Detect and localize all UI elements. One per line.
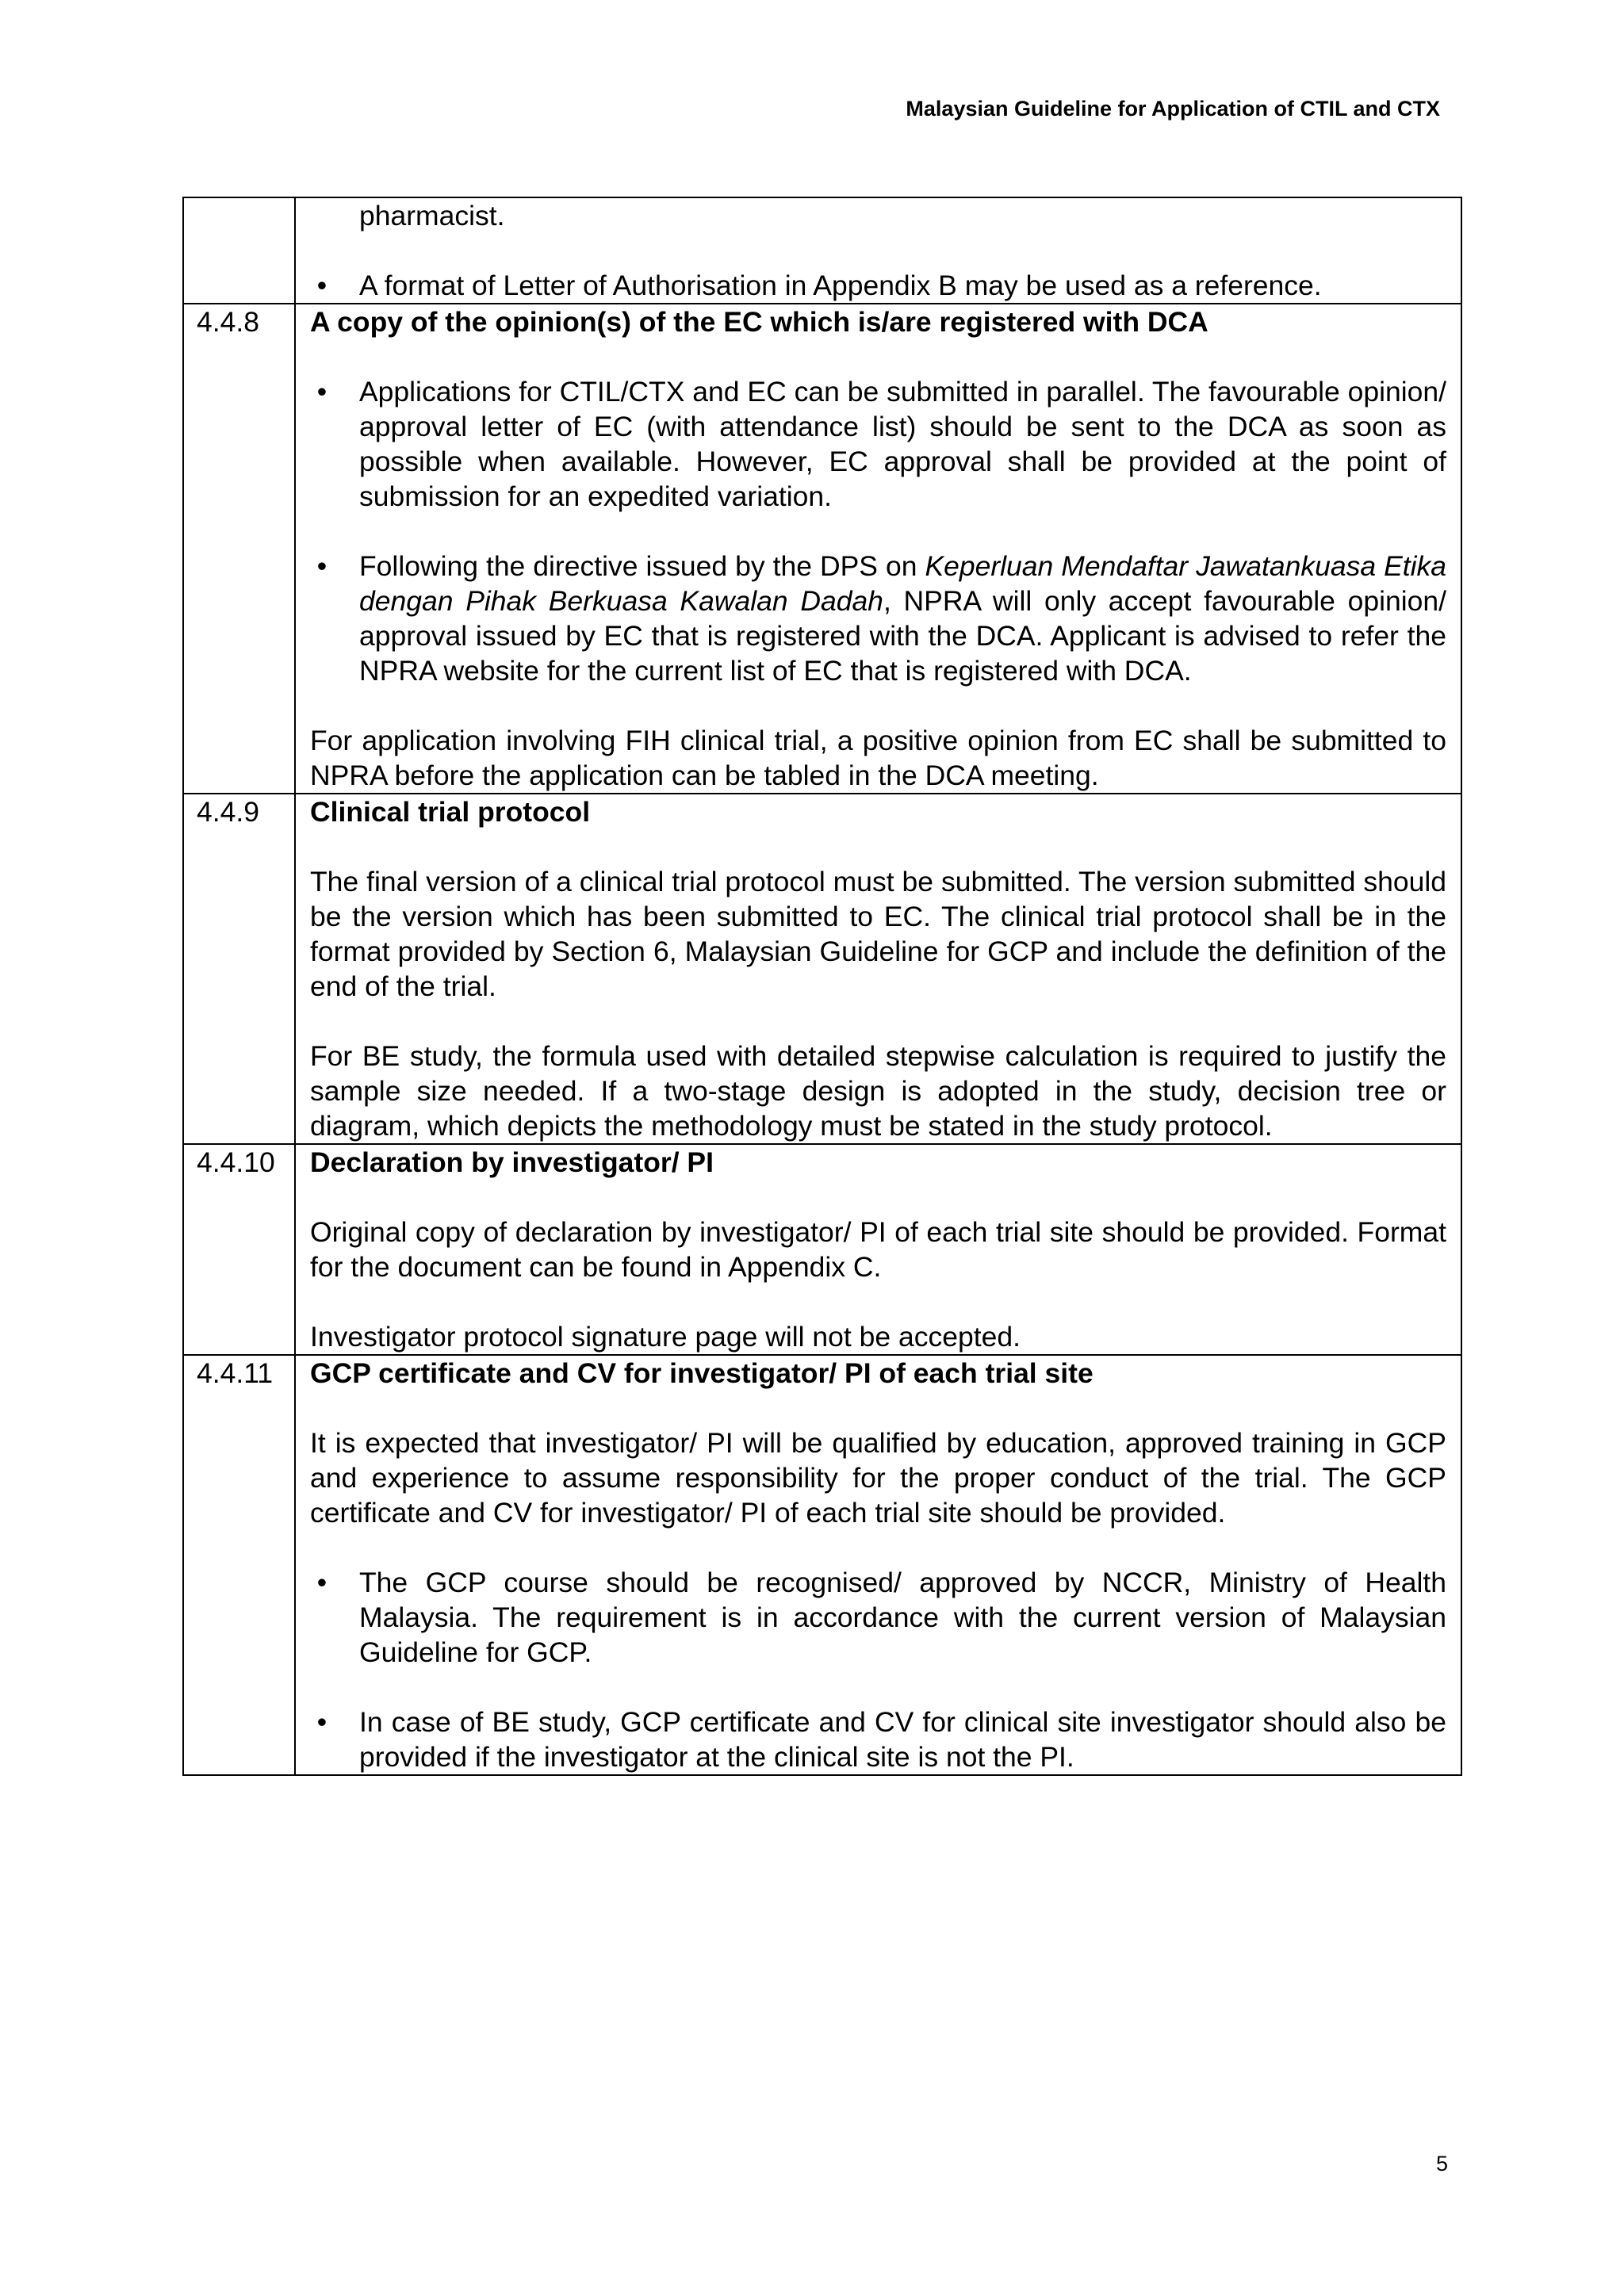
section-heading: A copy of the opinion(s) of the EC which is/are registered with DCA <box>310 306 1208 338</box>
directive-title: Keperluan Mendaftar Jawatankuasa Etika dengan Pihak Berkuasa Kawalan Dadah <box>359 550 1446 617</box>
bullet-icon: • <box>316 1706 327 1738</box>
row-number: 4.4.9 <box>197 796 259 828</box>
bullet-icon: • <box>316 550 327 582</box>
paragraph: Investigator protocol signature page will not be accepted. <box>310 1321 1021 1353</box>
row-content-cell <box>295 304 1461 794</box>
paragraph: Original copy of declaration by investigator/ PI of each trial site should be provided. Format for the document can be found in Appendix C. <box>310 1216 1446 1283</box>
row-number-cell <box>183 1144 295 1355</box>
list-item <box>310 268 1446 303</box>
bullet-text: In case of BE study, GCP certificate and CV for clinical site investigator should also be provided if the investigator at the clinical site is not the PI. <box>359 1706 1446 1773</box>
list-item <box>310 1705 1446 1774</box>
list-item <box>310 374 1446 514</box>
row-number-cell <box>183 1355 295 1775</box>
row-content-cell <box>295 1144 1461 1355</box>
list-item <box>310 1565 1446 1670</box>
bullet-text: A format of Letter of Authorisation in Appendix B may be used as a reference. <box>359 270 1322 301</box>
list-item <box>310 549 1446 688</box>
row-number: 4.4.11 <box>197 1357 274 1389</box>
section-heading: Clinical trial protocol <box>310 796 591 828</box>
row-content-cell <box>295 1355 1461 1775</box>
page-header-title: Malaysian Guideline for Application of CTIL and CTX <box>906 97 1440 121</box>
bullet-icon: • <box>316 376 327 408</box>
bullet-icon: • <box>316 270 327 301</box>
table-row <box>183 794 1461 1144</box>
paragraph: For BE study, the formula used with detailed stepwise calculation is required to justify the sample size needed. If a two-stage design is adopted in the study, decision tree or diagram, which depicts the methodology must be stated in the study protocol. <box>310 1040 1446 1142</box>
paragraph: For application involving FIH clinical trial, a positive opinion from EC shall be submitted to NPRA before the application can be tabled in the DCA meeting. <box>310 725 1446 791</box>
bullet-list <box>310 268 1446 303</box>
continuation-text: pharmacist. <box>359 200 505 232</box>
row-number: 4.4.8 <box>197 306 259 338</box>
bullet-icon: • <box>316 1567 327 1598</box>
page-number: 5 <box>1435 2152 1448 2175</box>
table-row <box>183 1144 1461 1355</box>
bullet-text: The GCP course should be recognised/ approved by NCCR, Ministry of Health Malaysia. The requirement is in accordance with the current version of Malaysian Guideline for GCP. <box>359 1567 1446 1668</box>
bullet-text-pre: Following the directive issued by the DPS on <box>359 550 925 582</box>
bullet-text-post: , NPRA will only accept favourable opinion/ approval issued by EC that is registered with the DCA. Applicant is advised to refer the NPRA website for the current list of EC that is registered with DCA. <box>359 585 1446 687</box>
paragraph: The final version of a clinical trial protocol must be submitted. The version submitted should be the version which has been submitted to EC. The clinical trial protocol shall be in the format provided by Section 6, Malaysian Guideline for GCP and include the definition of the end of the trial. <box>310 866 1446 1002</box>
table-row <box>183 304 1461 794</box>
row-number-cell <box>183 304 295 794</box>
table-row <box>183 197 1461 304</box>
bullet-text: Applications for CTIL/CTX and EC can be submitted in parallel. The favourable opinion/ approval letter of EC (with attendance list) should be sent to the DCA as soon as possible when available. However, EC approval shall be provided at the point of submission for an expedited variation. <box>359 376 1446 512</box>
row-content-cell <box>295 794 1461 1144</box>
row-number-cell <box>183 197 295 304</box>
section-heading: Declaration by investigator/ PI <box>310 1146 714 1178</box>
requirements-table <box>182 197 1462 1776</box>
bullet-list <box>310 374 1446 688</box>
table-row <box>183 1355 1461 1775</box>
row-number: 4.4.10 <box>197 1146 275 1178</box>
row-number-cell <box>183 794 295 1144</box>
paragraph: It is expected that investigator/ PI will be qualified by education, approved training in GCP and experience to assume responsibility for the proper conduct of the trial. The GCP certificate and CV for investigator/ PI of each trial site should be provided. <box>310 1427 1446 1529</box>
section-heading: GCP certificate and CV for investigator/ PI of each trial site <box>310 1357 1094 1389</box>
row-content-cell <box>295 197 1461 304</box>
bullet-list <box>310 1565 1446 1774</box>
